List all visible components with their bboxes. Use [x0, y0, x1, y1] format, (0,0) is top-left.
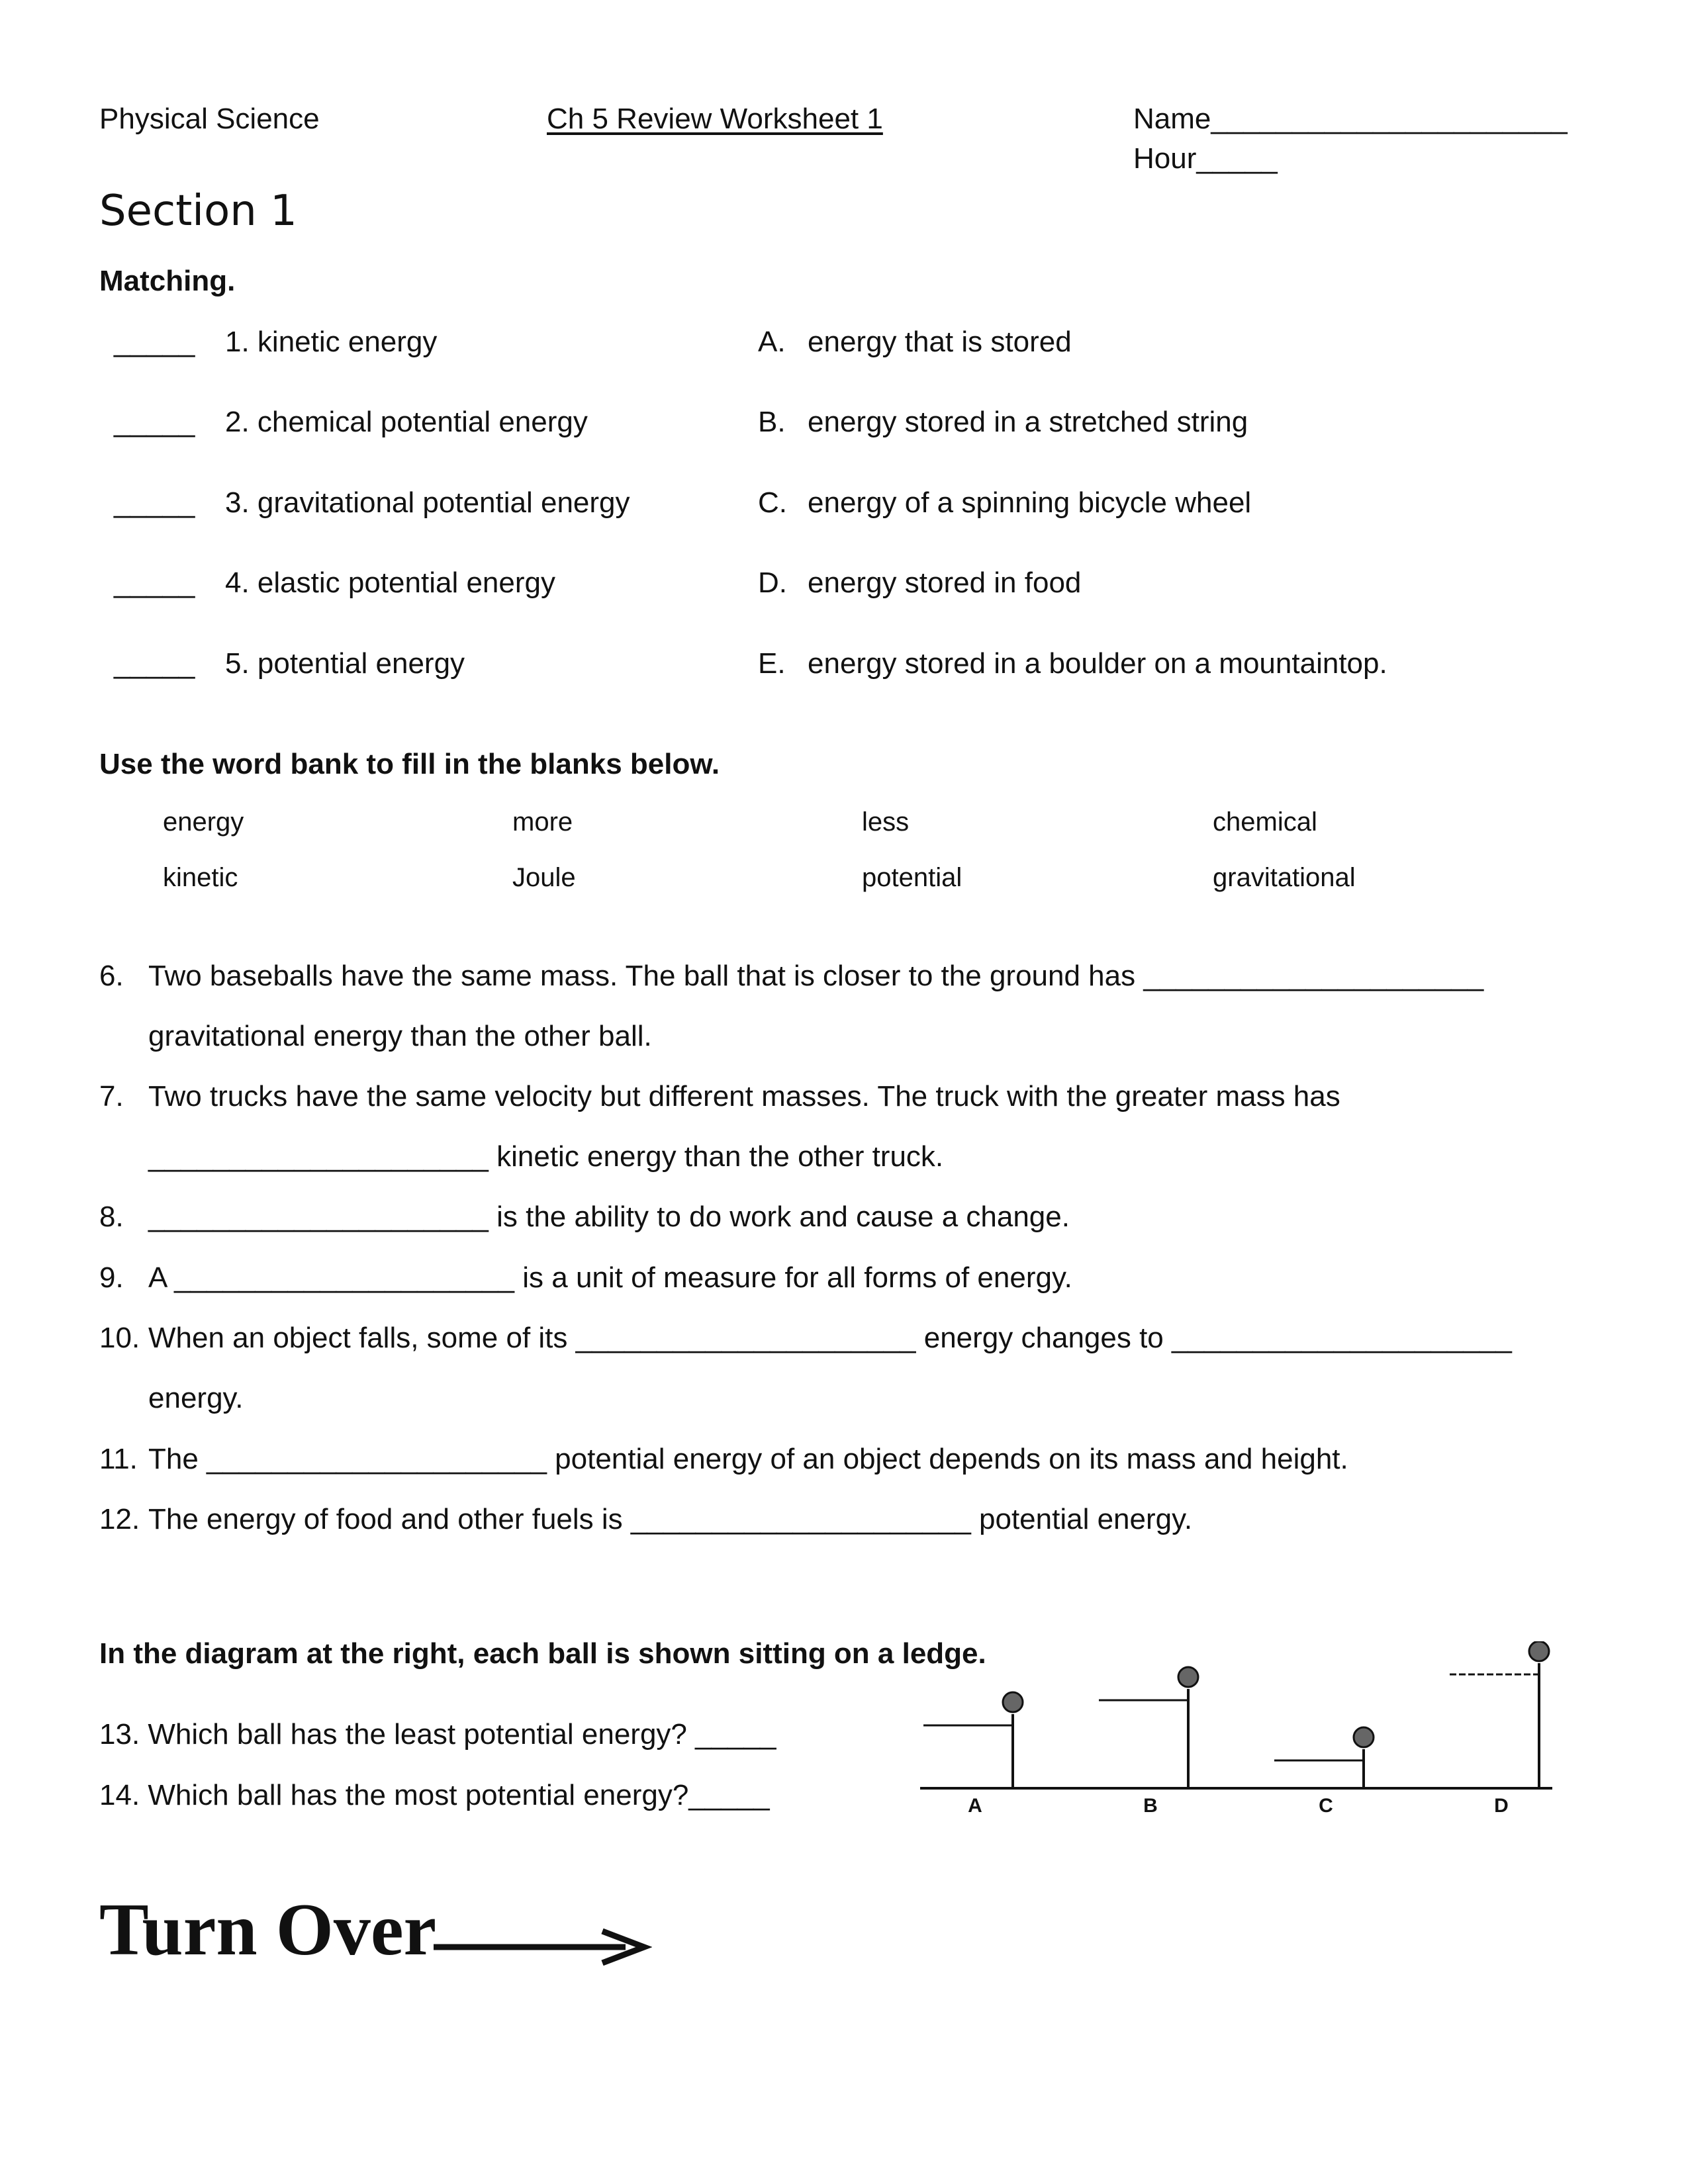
question-text-continued: gravitational energy than the other ball.	[148, 1020, 652, 1052]
name-field[interactable]: Name______________________	[1133, 103, 1568, 135]
ledge-diagram	[914, 1641, 1562, 1827]
ball-d	[1529, 1641, 1549, 1661]
question-text-continued: energy.	[148, 1382, 244, 1414]
matching-answer-blank[interactable]: _____	[114, 647, 195, 680]
matching-option-letter: D.	[758, 567, 787, 599]
question-number: 7.	[99, 1080, 124, 1113]
worksheet-title: Ch 5 Review Worksheet 1	[547, 103, 883, 135]
question-number: 10.	[99, 1322, 140, 1354]
question-number: 9.	[99, 1261, 124, 1294]
course-name: Physical Science	[99, 103, 320, 135]
question-number: 12.	[99, 1503, 140, 1535]
matching-option-text: energy of a spinning bicycle wheel	[808, 486, 1252, 519]
matching-term: 1. kinetic energy	[225, 326, 438, 358]
label-c: C	[1319, 1795, 1333, 1817]
matching-option-text: energy stored in a stretched string	[808, 406, 1248, 438]
ball-c	[1354, 1727, 1374, 1747]
word-bank-word: Joule	[512, 863, 576, 892]
matching-option-text: energy stored in food	[808, 567, 1082, 599]
matching-term: 4. elastic potential energy	[225, 567, 555, 599]
word-bank-word: chemical	[1213, 807, 1317, 837]
question-number: 6.	[99, 960, 124, 992]
matching-option-text: energy stored in a boulder on a mountaintop.	[808, 647, 1387, 680]
question-text: _____________________ is the ability to do work and cause a change.	[148, 1201, 1070, 1233]
question-text: Two trucks have the same velocity but different masses. The truck with the greater mass has	[148, 1080, 1340, 1113]
matching-term: 2. chemical potential energy	[225, 406, 588, 438]
question-text: Two baseballs have the same mass. The ball that is closer to the ground has _____________________	[148, 960, 1484, 992]
question-text-continued: _____________________ kinetic energy than the other truck.	[148, 1140, 944, 1173]
section-title: Section 1	[99, 187, 297, 236]
question-text: A _____________________ is a unit of measure for all forms of energy.	[148, 1261, 1072, 1294]
word-bank-word: potential	[862, 863, 962, 892]
matching-answer-blank[interactable]: _____	[114, 567, 195, 599]
label-d: D	[1494, 1795, 1509, 1817]
question-text: When an object falls, some of its _____________________ energy changes to _____________________	[148, 1322, 1512, 1354]
matching-option-letter: B.	[758, 406, 786, 438]
matching-term: 5. potential energy	[225, 647, 465, 680]
matching-answer-blank[interactable]: _____	[114, 326, 195, 358]
question-13: 13. Which ball has the least potential energy? _____	[99, 1718, 776, 1751]
word-bank-word: gravitational	[1213, 863, 1356, 892]
matching-option-text: energy that is stored	[808, 326, 1072, 358]
arrow-right-icon	[434, 1926, 652, 1966]
word-bank-heading: Use the word bank to fill in the blanks below.	[99, 748, 720, 780]
word-bank-word: energy	[163, 807, 244, 837]
matching-option-letter: A.	[758, 326, 786, 358]
matching-answer-blank[interactable]: _____	[114, 406, 195, 438]
word-bank-word: kinetic	[163, 863, 238, 892]
hour-field[interactable]: Hour_____	[1133, 142, 1278, 175]
word-bank-word: less	[862, 807, 910, 837]
question-text: The energy of food and other fuels is _____________________ potential energy.	[148, 1503, 1193, 1535]
question-number: 11.	[99, 1443, 138, 1475]
ball-b	[1178, 1667, 1198, 1687]
question-text: The _____________________ potential energy of an object depends on its mass and height.	[148, 1443, 1348, 1475]
matching-option-letter: C.	[758, 486, 787, 519]
turn-over-text: Turn Over	[99, 1889, 437, 1971]
ball-a	[1003, 1692, 1023, 1712]
label-a: A	[968, 1795, 982, 1817]
label-b: B	[1143, 1795, 1158, 1817]
matching-option-letter: E.	[758, 647, 786, 680]
question-number: 8.	[99, 1201, 124, 1233]
matching-answer-blank[interactable]: _____	[114, 486, 195, 519]
question-14: 14. Which ball has the most potential energy?_____	[99, 1779, 770, 1811]
matching-heading: Matching.	[99, 265, 236, 297]
matching-term: 3. gravitational potential energy	[225, 486, 630, 519]
diagram-heading: In the diagram at the right, each ball is shown sitting on a ledge.	[99, 1637, 986, 1670]
word-bank-word: more	[512, 807, 573, 837]
